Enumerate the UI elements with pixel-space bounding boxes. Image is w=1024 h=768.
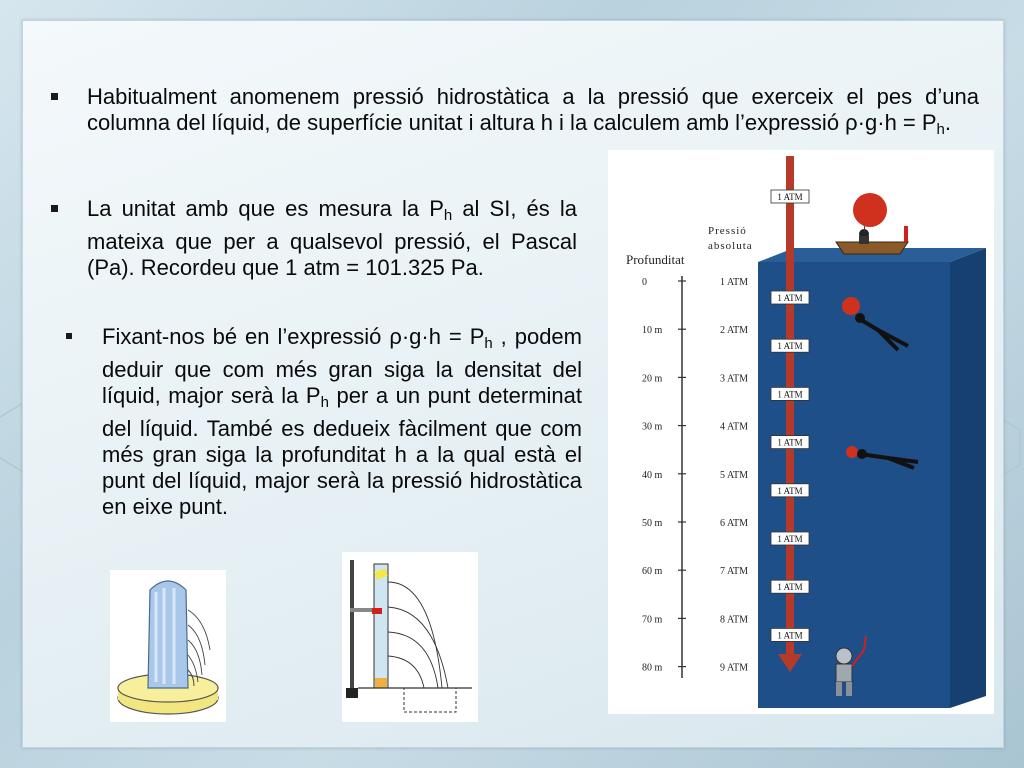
depth-label: 70 m: [642, 614, 663, 626]
bullet-hydrostatic-definition: [87, 84, 979, 143]
pressure-axis-title-line2: absoluta: [708, 240, 753, 252]
bullet-2-end: al SI, és la mateixa que per a qualsevol pressió, el Pascal (Pa). Recordeu que 1 atm = 101.325 Pa.: [87, 196, 577, 280]
atm-increment-label: 1 ATM: [777, 341, 803, 352]
bullet-square-icon: [51, 205, 58, 212]
bullet-pascal-unit: [87, 196, 577, 281]
bullet-density-depth: [102, 324, 582, 520]
bullet-square-icon: [66, 333, 72, 339]
tube-jets-experiment-image: [342, 552, 478, 722]
depth-label: 40 m: [642, 469, 663, 481]
depth-label: 10 m: [642, 325, 663, 337]
depth-label: 60 m: [642, 566, 663, 578]
bullet-3-text: Fixant-nos bé en l’expressió ρ·g·h = P: [102, 324, 485, 349]
pressure-label: 5 ATM: [720, 469, 749, 481]
atm-increment-label: 1 ATM: [777, 437, 803, 448]
pressure-label: 6 ATM: [720, 518, 749, 529]
bullet-1-text: Habitualment anomenem pressió hidrostàtica a la pressió que exerceix el pes d’una columna del líquid, de superfície unitat i altura h i la calculem amb l’expressió ρ·g·h = P: [87, 84, 979, 135]
atm-increment-label: 1 ATM: [777, 582, 803, 593]
bullet-3-mid: , podem deduir que com més gran siga la densitat del líquid, major serà la P: [102, 324, 582, 408]
boat-icon: [836, 242, 908, 254]
bullet-3-subscript: h: [484, 335, 493, 352]
bullet-3-subscript-2: h: [320, 394, 329, 411]
pressure-label: 2 ATM: [720, 325, 749, 337]
pressure-label: 4 ATM: [720, 421, 749, 433]
bullet-1-subscript: h: [936, 121, 945, 138]
atm-increment-label: 1 ATM: [777, 534, 803, 544]
pressure-label: 3 ATM: [720, 373, 749, 385]
depth-label: 50 m: [642, 518, 663, 529]
depth-axis-title: Profunditat: [626, 252, 685, 267]
fountain-column-image: [110, 570, 226, 722]
pressure-label: 1 ATM: [720, 277, 749, 288]
atm-increment-label: 1 ATM: [777, 630, 803, 641]
bullet-square-icon: [51, 93, 58, 100]
atm-increment-label: 1 ATM: [777, 485, 803, 496]
depth-label: 30 m: [642, 421, 663, 433]
bullet-3-end: per a un punt determinat del líquid. També es dedueix fàcilment que com més gran siga la profunditat h a la qual està el punt del líquid, major serà la pressió hidrostàtica en eixe punt.: [102, 383, 583, 519]
depth-pressure-figure: [608, 150, 994, 714]
balloon-icon: [853, 193, 887, 227]
bullet-1-end: .: [944, 110, 952, 135]
atm-increment-label: 1 ATM: [777, 192, 803, 202]
pressure-axis-title-line1: Pressió: [708, 225, 747, 237]
water-side-face: [950, 248, 986, 708]
depth-label: 80 m: [642, 662, 663, 674]
depth-label: 0: [642, 277, 647, 288]
depth-label: 20 m: [642, 373, 663, 385]
pressure-label: 9 ATM: [720, 662, 749, 674]
bullet-2-subscript: h: [443, 207, 453, 224]
pressure-label: 7 ATM: [720, 566, 749, 578]
bullet-2-text: La unitat amb que es mesura la P: [87, 196, 444, 221]
atm-increment-label: 1 ATM: [777, 293, 803, 303]
atm-increment-label: 1 ATM: [777, 389, 803, 400]
pressure-label: 8 ATM: [720, 614, 749, 626]
